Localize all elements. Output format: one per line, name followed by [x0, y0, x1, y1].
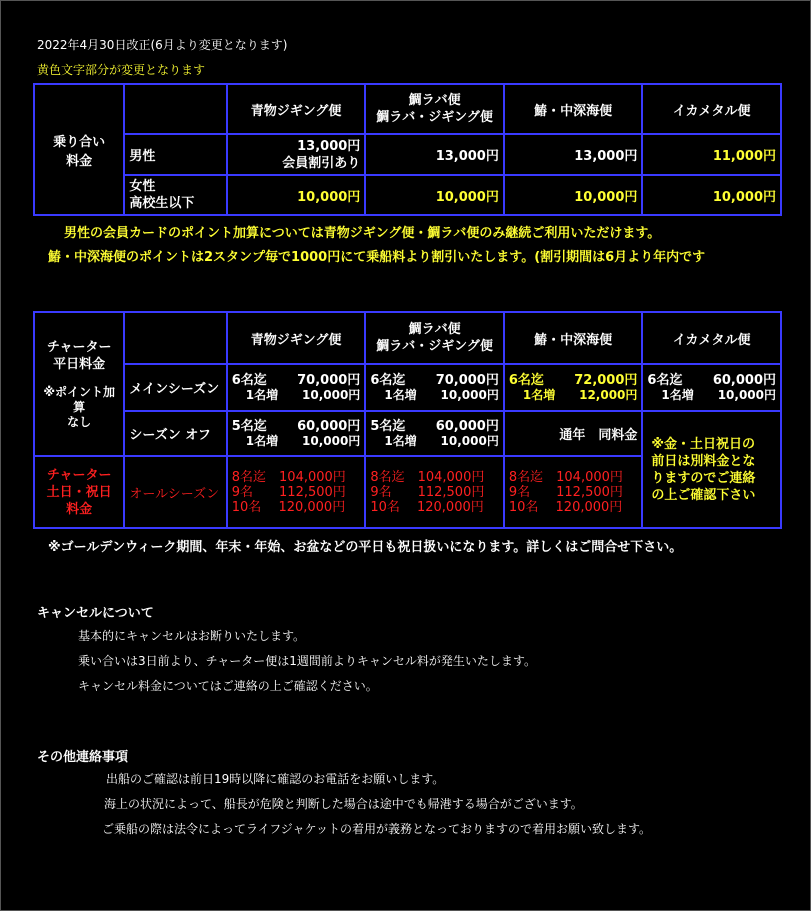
fare-male-aomono: 13,000円 会員割引あり — [227, 134, 366, 175]
other-line-1: 出船のご確認は前日19時以降に確認のお電話をお願いします。 — [106, 772, 445, 786]
fare-male-ikametal: 11,000円 — [642, 134, 781, 175]
col-ikametal: イカメタル便 — [642, 84, 781, 134]
change-notice: 黄色文字部分が変更となります — [37, 63, 206, 77]
weekday-point-note: ※ポイント加算 なし — [43, 384, 116, 429]
charter-col-sawara: 鰆・中深海便 — [504, 312, 643, 364]
main-aomono: 6名迄 70,000円 1名増 10,000円 — [227, 364, 366, 411]
other-line-2: 海上の状況によって、船長が危険と判断した場合は途中でも帰港する場合がございます。 — [104, 797, 583, 811]
off-sawara-same-fare: 通年 同料金 — [504, 411, 643, 456]
main-sawara: 6名迄 72,000円 1名増 12,000円 — [504, 364, 643, 411]
holiday-header: チャーター 土日・祝日 料金 — [34, 456, 124, 528]
row-label-female: 女性 高校生以下 — [124, 175, 226, 215]
fare-row-header: 乗り合い 料金 — [34, 84, 124, 215]
blank-header-cell — [124, 84, 226, 134]
col-sawara: 鰆・中深海便 — [504, 84, 643, 134]
cancel-line-1: 基本的にキャンセルはお断りいたします。 — [78, 629, 306, 643]
fare-male-sawara: 13,000円 — [504, 134, 643, 175]
cancel-line-2: 乗い合いは3日前より、チャーター便は1週間前よりキャンセル料が発生いたします。 — [78, 654, 536, 668]
holiday-footnote: ※ゴールデンウィーク期間、年末・年始、お盆などの平日も祝日扱いになります。詳しくはご問合せ下さい。 — [48, 540, 683, 555]
all-season-label: オールシーズン — [124, 456, 226, 528]
cancel-title: キャンセルについて — [37, 606, 154, 621]
all-aomono: 8名迄 104,000円 9名 112,500円 10名 120,000円 — [227, 456, 366, 528]
sawara-point-note: 鰆・中深海便のポイントは2スタンプ毎で1000円にて乗船料より割引いたします。(割引期間は6月より年内です — [48, 250, 706, 265]
charter-col-tairaba: 鯛ラバ便 鯛ラバ・ジギング便 — [365, 312, 504, 364]
all-tairaba: 8名迄 104,000円 9名 112,500円 10名 120,000円 — [365, 456, 504, 528]
revision-date: 2022年4月30日改正(6月より変更となります) — [37, 38, 288, 52]
weekday-header: チャーター 平日料金 — [46, 339, 112, 372]
all-sawara: 8名迄 104,000円 9名 112,500円 10名 120,000円 — [504, 456, 643, 528]
row-label-male: 男性 — [124, 134, 226, 175]
col-tairaba: 鯛ラバ便 鯛ラバ・ジギング便 — [365, 84, 504, 134]
main-season-label: メインシーズン — [124, 364, 226, 411]
charter-table — [33, 311, 782, 529]
main-ikametal: 6名迄 60,000円 1名増 10,000円 — [642, 364, 781, 411]
other-title: その他連絡事項 — [37, 750, 129, 765]
charter-col-ikametal: イカメタル便 — [642, 312, 781, 364]
col-aomono: 青物ジギング便 — [227, 84, 366, 134]
fare-female-ikametal: 10,000円 — [642, 175, 781, 215]
fare-male-tairaba: 13,000円 — [365, 134, 504, 175]
fare-table — [33, 83, 782, 216]
weekday-header-cell — [34, 312, 124, 456]
point-note: 男性の会員カードのポイント加算については青物ジギング便・鯛ラバ便のみ継続ご利用いただけます。 — [64, 226, 661, 241]
fare-female-sawara: 10,000円 — [504, 175, 643, 215]
holiday-eve-note: ※金・土日祝日の 前日は別料金とな りますのでご連絡 の上ご確認下さい — [642, 411, 781, 528]
cancel-line-3: キャンセル料金についてはご連絡の上ご確認ください。 — [78, 679, 378, 693]
other-line-3: ご乗船の際は法令によってライフジャケットの着用が義務となっておりますので着用お願い致します。 — [102, 822, 652, 836]
fare-female-tairaba: 10,000円 — [365, 175, 504, 215]
off-aomono: 5名迄 60,000円 1名増 10,000円 — [227, 411, 366, 456]
off-tairaba: 5名迄 60,000円 1名増 10,000円 — [365, 411, 504, 456]
charter-col-aomono: 青物ジギング便 — [227, 312, 366, 364]
blank-header-cell — [124, 312, 226, 364]
fare-female-aomono: 10,000円 — [227, 175, 366, 215]
main-tairaba: 6名迄 70,000円 1名増 10,000円 — [365, 364, 504, 411]
off-season-label: シーズン オフ — [124, 411, 226, 456]
